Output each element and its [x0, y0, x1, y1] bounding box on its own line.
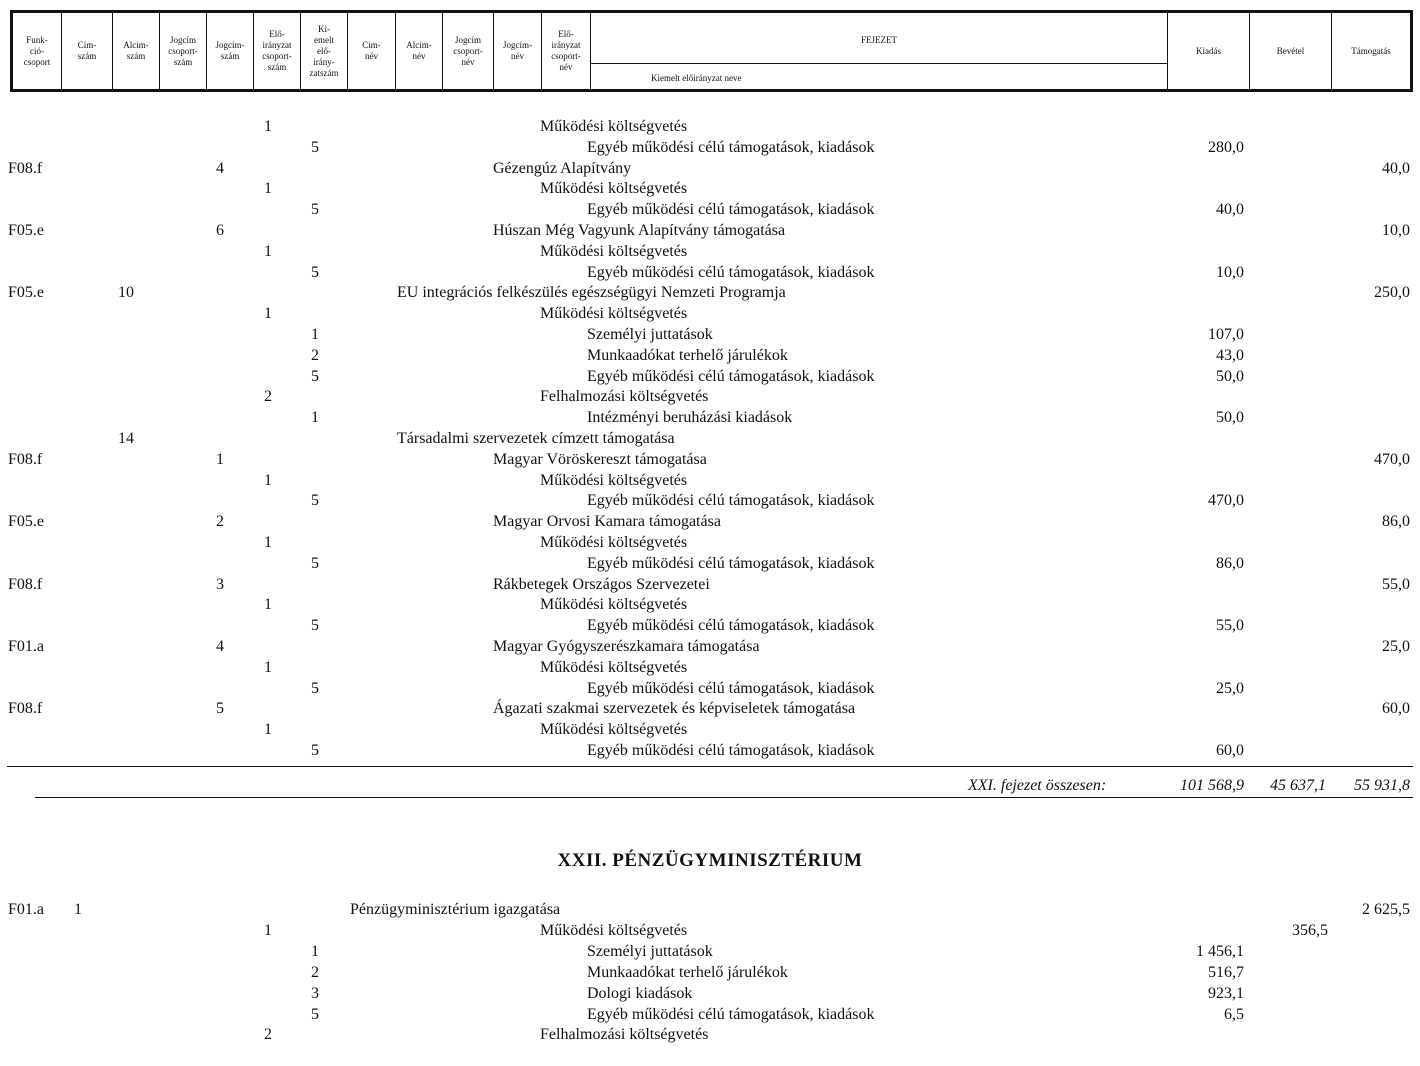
table-row — [0, 304, 1420, 324]
kiadas-value: 55,0 — [1216, 617, 1244, 635]
header-fejezet — [591, 13, 1168, 89]
item-name: Személyi juttatások — [587, 326, 713, 343]
table-row — [0, 263, 1420, 283]
item-name: Egyéb működési célú támogatások, kiadások — [587, 617, 875, 635]
tamogatas-value: 470,0 — [1374, 450, 1410, 468]
item-name: Munkaadókat terhelő járulékok — [587, 346, 788, 364]
eloiranyzat-csoport-szam: 1 — [264, 596, 272, 614]
eloiranyzat-csoport-szam: 1 — [264, 242, 272, 260]
item-name: Egyéb működési célú támogatások, kiadások — [587, 1005, 875, 1023]
table-row — [0, 616, 1420, 636]
header-label: Jogcím csoport- szám — [168, 34, 198, 67]
header-label: Cím- név — [362, 40, 381, 61]
tamogatas-value: 2 625,5 — [1362, 901, 1410, 918]
eloiranyzat-csoport-szam: 1 — [264, 118, 272, 135]
tamogatas-value: 25,0 — [1382, 638, 1410, 655]
item-name: Működési költségvetés — [540, 534, 688, 551]
item-name: Ágazati szakmai szervezetek és képviseletek támogatása — [493, 700, 856, 718]
header-tamogatas — [1332, 13, 1410, 89]
table-row — [0, 741, 1420, 761]
eloiranyzat-csoport-szam: 2 — [264, 388, 272, 406]
table-row — [0, 117, 1420, 137]
item-name: Gézengúz Alapítvány — [493, 159, 632, 177]
table-row — [0, 471, 1420, 491]
header-cimnev — [348, 13, 396, 89]
funkciocsoport-code: F08.f — [8, 700, 43, 718]
kiadas-value: 107,0 — [1208, 326, 1244, 343]
item-name: Rákbetegek Országos Szervezetei — [493, 575, 710, 593]
total-separator-bottom — [35, 797, 1413, 798]
funkciocsoport-code: F05.e — [8, 284, 44, 302]
tamogatas-value: 60,0 — [1382, 700, 1410, 718]
item-name: EU integrációs felkészülés egészségügyi Nemzeti Programja — [397, 284, 786, 302]
kiadas-value: 50,0 — [1216, 367, 1244, 385]
jogcimszam-value: 1 — [216, 450, 224, 468]
table-row — [0, 367, 1420, 387]
kiadas-value: 86,0 — [1216, 554, 1244, 572]
header-label: Elő- irányzat csoport- név — [551, 29, 581, 72]
kiemelt-eloiranyzat-szam: 1 — [311, 942, 319, 960]
kiadas-value: 1 456,1 — [1196, 942, 1244, 960]
chapter-total-row — [0, 776, 1420, 796]
section-title: XXII. PÉNZÜGYMINISZTÉRIUM — [557, 850, 863, 871]
table-row — [0, 491, 1420, 511]
header-label: Kiadás — [1196, 45, 1221, 56]
item-name: Dologi kiadások — [587, 984, 693, 1002]
kiadas-value: 25,0 — [1216, 679, 1244, 697]
kiemelt-eloiranyzat-szam: 2 — [311, 346, 319, 364]
item-name: Egyéb működési célú támogatások, kiadások — [587, 263, 875, 281]
bevetel-value: 356,5 — [1292, 921, 1328, 939]
table-row — [0, 346, 1420, 366]
kiemelt-eloiranyzat-szam: 1 — [311, 326, 319, 343]
kiadas-value: 6,5 — [1224, 1005, 1244, 1023]
item-name: Húszan Még Vagyunk Alapítvány támogatása — [493, 222, 786, 239]
kiemelt-eloiranyzat-szam: 5 — [311, 617, 319, 635]
jogcimszam-value: 2 — [216, 513, 224, 531]
table-row — [0, 533, 1420, 553]
tamogatas-value: 250,0 — [1374, 284, 1410, 302]
kiemelt-eloiranyzat-szam: 5 — [311, 201, 319, 219]
cimszam-value: 10 — [118, 284, 134, 302]
kiemelt-eloiranyzat-szam: 5 — [311, 263, 319, 281]
header-fejezet-label: FEJEZET — [861, 35, 897, 45]
item-name: Működési költségvetés — [540, 242, 688, 260]
eloiranyzat-csoport-szam: 1 — [264, 721, 272, 739]
item-name: Intézményi beruházási kiadások — [587, 409, 793, 427]
item-name: Egyéb működési célú támogatások, kiadások — [587, 201, 875, 219]
header-kiemelt-szam — [301, 13, 348, 89]
kiemelt-eloiranyzat-szam: 5 — [311, 742, 319, 759]
table-row — [0, 429, 1420, 449]
jogcimszam-value: 6 — [216, 222, 224, 239]
table-row — [0, 575, 1420, 595]
total-bevetel: 45 637,1 — [1270, 777, 1326, 794]
header-label: Jogcím- szám — [215, 40, 245, 61]
total-separator-top — [7, 766, 1413, 767]
table-row — [0, 512, 1420, 532]
table-row — [0, 138, 1420, 158]
total-tamogatas: 55 931,8 — [1354, 777, 1410, 794]
item-name: Egyéb működési célú támogatások, kiadások — [587, 742, 875, 759]
kiemelt-eloiranyzat-szam: 2 — [311, 963, 319, 981]
kiadas-value: 470,0 — [1208, 492, 1244, 510]
item-name: Működési költségvetés — [540, 596, 688, 614]
item-name: Pénzügyminisztérium igazgatása — [350, 901, 561, 918]
tamogatas-value: 55,0 — [1382, 575, 1410, 593]
table-row — [0, 942, 1420, 962]
table-row — [0, 900, 1420, 920]
table-row — [0, 595, 1420, 615]
item-name: Egyéb működési célú támogatások, kiadások — [587, 138, 875, 156]
header-kiemelt-nev: Kiemelt előirányzat neve — [651, 73, 742, 83]
item-name: Magyar Gyógyszerészkamara támogatása — [493, 638, 760, 655]
header-label: Alcím- szám — [123, 40, 149, 61]
tamogatas-value: 10,0 — [1382, 222, 1410, 239]
header-divider — [591, 63, 1167, 64]
kiadas-value: 50,0 — [1216, 409, 1244, 427]
table-row — [0, 221, 1420, 241]
item-name: Magyar Orvosi Kamara támogatása — [493, 513, 721, 531]
jogcimszam-value: 4 — [216, 159, 224, 177]
table-row — [0, 554, 1420, 574]
header-alcimnev — [396, 13, 443, 89]
cimszam-value: 14 — [118, 430, 134, 447]
header-label: Jogcím- név — [503, 40, 532, 61]
table-row — [0, 637, 1420, 657]
jogcimszam-value: 3 — [216, 575, 224, 593]
kiadas-value: 516,7 — [1208, 963, 1244, 981]
kiemelt-eloiranyzat-szam: 5 — [311, 679, 319, 697]
header-label: Támogatás — [1351, 45, 1391, 56]
item-name: Egyéb működési célú támogatások, kiadások — [587, 554, 875, 572]
header-funkciocsoport — [13, 13, 62, 89]
kiemelt-eloiranyzat-szam: 5 — [311, 138, 319, 156]
header-bevetel — [1250, 13, 1332, 89]
kiemelt-eloiranyzat-szam: 5 — [311, 554, 319, 572]
total-label: XXI. fejezet összesen: — [968, 777, 1107, 794]
item-name: Működési költségvetés — [540, 658, 688, 676]
item-name: Magyar Vöröskereszt támogatása — [493, 450, 707, 468]
table-row — [0, 242, 1420, 262]
header-jogcimcsoport-nev — [443, 13, 494, 89]
header-kiadas — [1168, 13, 1250, 89]
jogcimszam-value: 5 — [216, 700, 224, 718]
total-kiadas: 101 568,9 — [1180, 777, 1244, 794]
table-row — [0, 408, 1420, 428]
kiadas-value: 43,0 — [1216, 346, 1244, 364]
item-name: Személyi juttatások — [587, 942, 713, 960]
funkciocsoport-code: F05.e — [8, 222, 44, 239]
header-label: Bevétel — [1276, 45, 1305, 56]
kiadas-value: 280,0 — [1208, 138, 1244, 156]
kiemelt-eloiranyzat-szam: 5 — [311, 367, 319, 385]
header-label: Elő- irányzat csoport- szám — [262, 29, 292, 72]
header-label: Cím- szám — [77, 40, 97, 61]
table-row — [0, 679, 1420, 699]
kiadas-value: 60,0 — [1216, 742, 1244, 759]
item-name: Felhalmozási költségvetés — [540, 1026, 709, 1044]
table-row — [0, 963, 1420, 983]
kiemelt-eloiranyzat-szam: 1 — [311, 409, 319, 427]
header-cimszam — [62, 13, 113, 89]
eloiranyzat-csoport-szam: 1 — [264, 471, 272, 489]
table-row — [0, 283, 1420, 303]
table-header — [10, 10, 1413, 92]
kiadas-value: 40,0 — [1216, 201, 1244, 219]
table-row — [0, 179, 1420, 199]
funkciocsoport-code: F01.a — [8, 901, 44, 918]
kiadas-value: 10,0 — [1216, 263, 1244, 281]
header-label: Alcím- név — [406, 40, 432, 61]
header-label: Ki- emelt elő- irány- zatszám — [309, 23, 339, 78]
item-name: Egyéb működési célú támogatások, kiadások — [587, 679, 875, 697]
funkciocsoport-code: F08.f — [8, 450, 43, 468]
jogcimszam-value: 4 — [216, 638, 224, 655]
table-row — [0, 325, 1420, 345]
table-row — [0, 1005, 1420, 1025]
eloiranyzat-csoport-szam: 1 — [264, 534, 272, 551]
header-label: Jogcím csoport- név — [453, 34, 483, 67]
table-row — [0, 387, 1420, 407]
table-row — [0, 1025, 1420, 1045]
table-row — [0, 159, 1420, 179]
kiadas-value: 923,1 — [1208, 984, 1244, 1002]
funkciocsoport-code: F08.f — [8, 575, 43, 593]
funkciocsoport-code: F08.f — [8, 159, 43, 177]
item-name: Működési költségvetés — [540, 118, 688, 135]
cimszam-value: 1 — [74, 901, 82, 918]
tamogatas-value: 40,0 — [1382, 159, 1410, 177]
table-row — [0, 699, 1420, 719]
item-name: Működési költségvetés — [540, 921, 688, 939]
funkciocsoport-code: F01.a — [8, 638, 44, 655]
eloiranyzat-csoport-szam: 2 — [264, 1026, 272, 1044]
funkciocsoport-code: F05.e — [8, 513, 44, 531]
header-label: Funk- ció- csoport — [23, 34, 51, 67]
item-name: Működési költségvetés — [540, 305, 688, 323]
eloiranyzat-csoport-szam: 1 — [264, 180, 272, 198]
header-jogcimnev — [494, 13, 542, 89]
eloiranyzat-csoport-szam: 1 — [264, 921, 272, 939]
item-name: Egyéb működési célú támogatások, kiadások — [587, 492, 875, 510]
header-alcimszam — [113, 13, 160, 89]
item-name: Működési költségvetés — [540, 471, 688, 489]
item-name: Felhalmozási költségvetés — [540, 388, 709, 406]
header-eloiranyzat-csoport-nev — [542, 13, 591, 89]
header-jogcimcsoport-szam — [160, 13, 207, 89]
table-row — [0, 720, 1420, 740]
tamogatas-value: 86,0 — [1382, 513, 1410, 531]
item-name: Működési költségvetés — [540, 180, 688, 198]
header-eloiranyzat-csoport-szam — [254, 13, 301, 89]
eloiranyzat-csoport-szam: 1 — [264, 658, 272, 676]
kiemelt-eloiranyzat-szam: 5 — [311, 1005, 319, 1023]
table-row — [0, 984, 1420, 1004]
eloiranyzat-csoport-szam: 1 — [264, 305, 272, 323]
item-name: Társadalmi szervezetek címzett támogatása — [397, 430, 675, 447]
table-row — [0, 200, 1420, 220]
item-name: Munkaadókat terhelő járulékok — [587, 963, 788, 981]
kiemelt-eloiranyzat-szam: 3 — [311, 984, 319, 1002]
table-row — [0, 658, 1420, 678]
kiemelt-eloiranyzat-szam: 5 — [311, 492, 319, 510]
header-jogcimszam — [207, 13, 254, 89]
item-name: Egyéb működési célú támogatások, kiadások — [587, 367, 875, 385]
item-name: Működési költségvetés — [540, 721, 688, 739]
table-row — [0, 921, 1420, 941]
table-row — [0, 450, 1420, 470]
